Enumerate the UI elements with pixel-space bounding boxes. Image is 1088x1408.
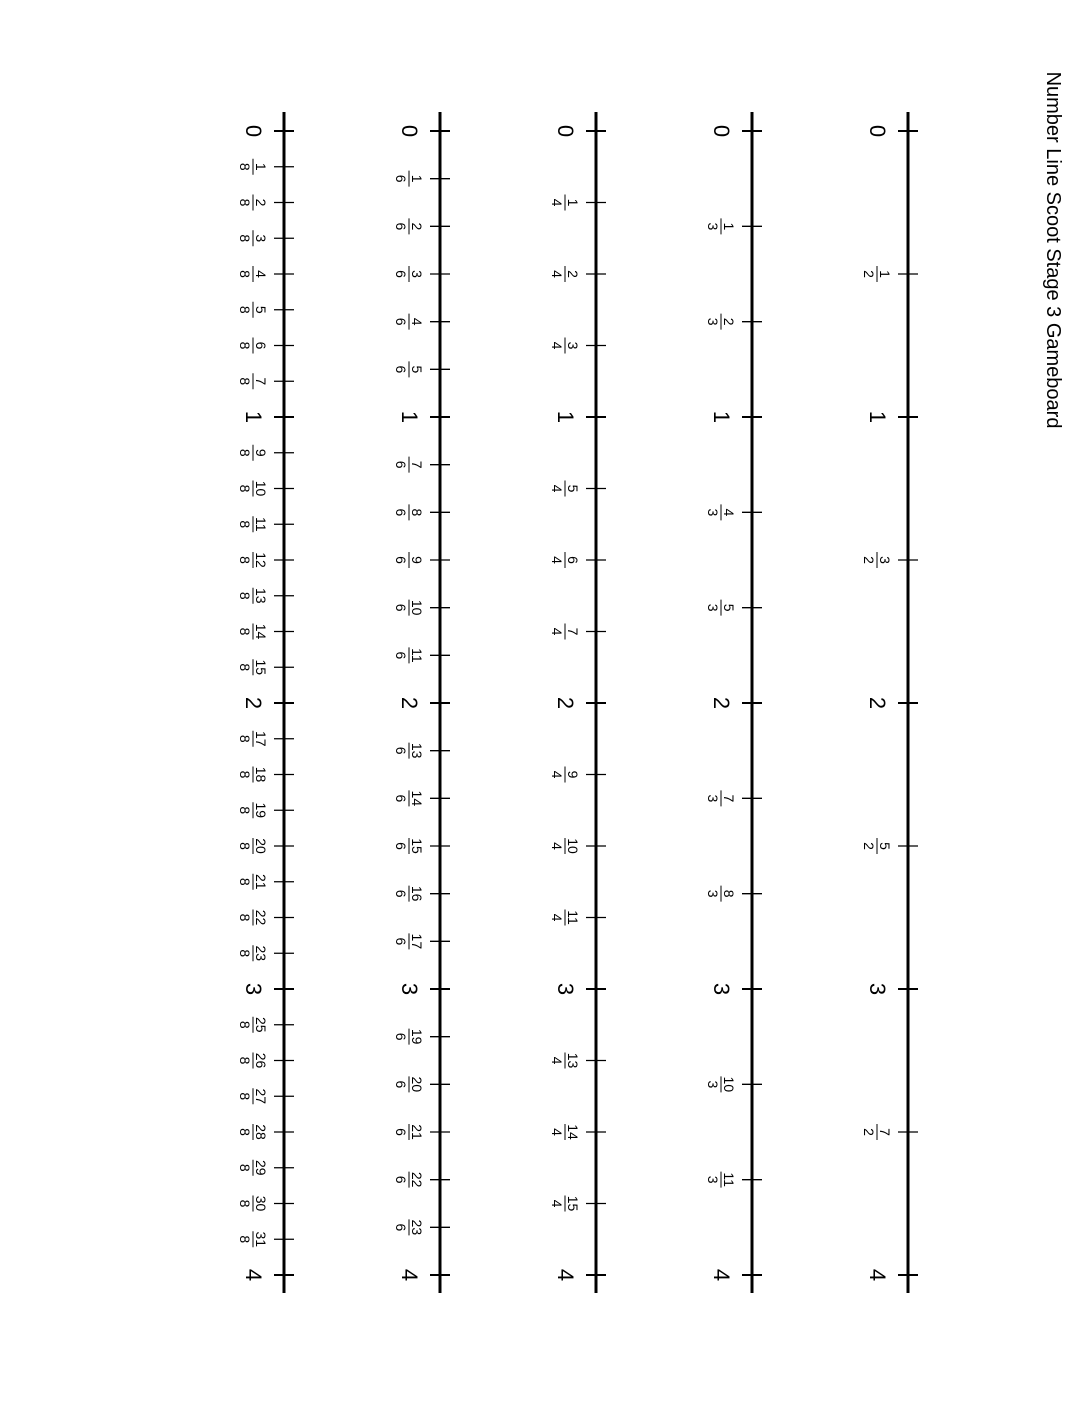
- tick-label-text: 0: [241, 124, 266, 138]
- denominator: 8: [237, 1128, 253, 1136]
- denominator: 4: [549, 1056, 565, 1065]
- number-line-sixths: [393, 112, 450, 1293]
- denominator: 8: [237, 877, 253, 886]
- tick-label: [393, 743, 425, 759]
- tick-label-text: 1: [397, 410, 422, 424]
- tick-label: [709, 125, 734, 137]
- tick-label: [237, 1017, 269, 1033]
- numerator: 3: [565, 341, 581, 350]
- numerator: 7: [721, 794, 737, 803]
- denominator: 8: [237, 770, 253, 779]
- tick-label-text: 4: [397, 1268, 422, 1282]
- numerator: 8: [409, 508, 425, 517]
- denominator: 2: [861, 556, 877, 564]
- denominator: 3: [705, 1080, 721, 1089]
- denominator: 6: [393, 174, 409, 183]
- denominator: 6: [393, 1128, 409, 1136]
- denominator: 3: [705, 889, 721, 898]
- tick-label: [549, 481, 581, 497]
- numerator: 27: [253, 1088, 269, 1105]
- number-lines: [237, 112, 918, 1293]
- denominator: 6: [393, 1175, 409, 1184]
- denominator: 6: [393, 842, 409, 850]
- numerator: 2: [409, 222, 425, 231]
- tick-label: [237, 266, 269, 282]
- numerator: 11: [565, 910, 581, 925]
- tick-label-text: 0: [709, 124, 734, 138]
- tick-label: [393, 552, 425, 568]
- numerator: 25: [253, 1016, 269, 1033]
- tick-label: [705, 1172, 737, 1188]
- numerator: 14: [253, 623, 269, 640]
- numerator: 5: [565, 484, 581, 493]
- tick-label-text: 2: [397, 696, 422, 710]
- tick-label: [549, 195, 581, 211]
- tick-label: [393, 838, 425, 854]
- denominator: 2: [861, 270, 877, 278]
- numerator: 10: [253, 480, 269, 497]
- denominator: 4: [549, 842, 565, 850]
- denominator: 3: [705, 794, 721, 803]
- denominator: 8: [237, 377, 253, 386]
- tick-label: [709, 411, 734, 423]
- denominator: 6: [393, 1032, 409, 1041]
- tick-label: [237, 516, 269, 532]
- numerator: 11: [409, 648, 425, 663]
- numerator: 17: [409, 933, 425, 950]
- numerator: 20: [409, 1076, 425, 1093]
- tick-label: [237, 1088, 269, 1104]
- tick-label: [705, 886, 737, 902]
- tick-label: [237, 874, 269, 890]
- tick-label: [709, 983, 734, 995]
- number-line-fourths: [549, 112, 606, 1293]
- denominator: 8: [237, 949, 253, 958]
- tick-label: [237, 552, 269, 568]
- tick-label-text: 1: [709, 410, 734, 424]
- tick-label: [397, 983, 422, 995]
- number-line-thirds: [705, 112, 762, 1293]
- numerator: 14: [409, 790, 425, 807]
- tick-label: [393, 1219, 425, 1235]
- numerator: 10: [721, 1076, 737, 1093]
- tick-label: [705, 314, 737, 330]
- denominator: 6: [393, 222, 409, 231]
- numerator: 5: [409, 365, 425, 374]
- tick-label: [865, 125, 890, 137]
- denominator: 8: [237, 806, 253, 815]
- denominator: 3: [705, 317, 721, 326]
- denominator: 3: [705, 222, 721, 231]
- tick-label: [237, 1196, 269, 1212]
- numerator: 15: [409, 838, 425, 854]
- tick-label: [549, 624, 581, 640]
- numerator: 11: [721, 1172, 737, 1187]
- numerator: 10: [409, 599, 425, 616]
- tick-label: [549, 338, 581, 354]
- denominator: 4: [549, 484, 565, 493]
- tick-label: [241, 697, 266, 709]
- tick-label-text: 0: [397, 124, 422, 138]
- denominator: 8: [237, 1235, 253, 1244]
- tick-label: [237, 945, 269, 961]
- tick-label-text: 3: [241, 982, 266, 996]
- numerator: 16: [409, 885, 425, 902]
- denominator: 6: [393, 794, 409, 803]
- denominator: 8: [237, 591, 253, 600]
- tick-label: [861, 1124, 893, 1140]
- denominator: 4: [549, 1128, 565, 1136]
- denominator: 8: [237, 1163, 253, 1172]
- numerator: 2: [253, 198, 269, 207]
- denominator: 8: [237, 341, 253, 350]
- tick-label: [861, 838, 893, 854]
- numerator: 5: [877, 842, 893, 850]
- numerator: 1: [565, 198, 581, 207]
- numerator: 15: [565, 1195, 581, 1212]
- tick-label-text: 4: [865, 1268, 890, 1282]
- tick-label-text: 3: [709, 982, 734, 996]
- denominator: 8: [237, 1020, 253, 1029]
- tick-label: [397, 125, 422, 137]
- denominator: 4: [549, 556, 565, 564]
- tick-label: [237, 910, 269, 926]
- tick-label: [393, 266, 425, 282]
- numerator: 22: [253, 909, 269, 926]
- denominator: 8: [237, 198, 253, 207]
- numerator: 30: [253, 1195, 269, 1212]
- tick-label: [237, 230, 269, 246]
- denominator: 8: [237, 270, 253, 278]
- denominator: 4: [549, 198, 565, 207]
- tick-label: [237, 159, 269, 175]
- tick-label: [865, 983, 890, 995]
- numerator: 4: [409, 317, 425, 326]
- tick-label: [549, 1053, 581, 1069]
- tick-label-text: 0: [865, 124, 890, 138]
- denominator: 3: [705, 603, 721, 612]
- numerator: 7: [877, 1128, 893, 1136]
- denominator: 8: [237, 663, 253, 672]
- tick-label: [549, 838, 581, 854]
- denominator: 2: [861, 842, 877, 850]
- numerator: 5: [253, 305, 269, 314]
- numerator: 18: [253, 766, 269, 783]
- tick-label: [393, 933, 425, 949]
- tick-label-text: 4: [241, 1268, 266, 1282]
- tick-label: [865, 1269, 890, 1281]
- tick-label: [241, 411, 266, 423]
- numerator: 5: [721, 603, 737, 612]
- denominator: 6: [393, 270, 409, 278]
- denominator: 6: [393, 937, 409, 946]
- tick-label: [393, 504, 425, 520]
- numerator: 1: [877, 270, 893, 278]
- numerator: 10: [565, 838, 581, 854]
- denominator: 8: [237, 734, 253, 743]
- tick-label: [553, 1269, 578, 1281]
- tick-label: [705, 790, 737, 806]
- denominator: 8: [237, 1199, 253, 1208]
- tick-label: [393, 1124, 425, 1140]
- tick-label: [709, 697, 734, 709]
- tick-label: [237, 338, 269, 354]
- tick-label: [397, 411, 422, 423]
- tick-label: [237, 445, 269, 461]
- denominator: 8: [237, 913, 253, 922]
- numerator: 26: [253, 1052, 269, 1069]
- tick-label: [393, 218, 425, 234]
- denominator: 6: [393, 746, 409, 755]
- numerator: 7: [409, 460, 425, 469]
- tick-label: [393, 1076, 425, 1092]
- numerator: 31: [253, 1231, 269, 1248]
- denominator: 8: [237, 520, 253, 529]
- tick-label: [393, 1029, 425, 1045]
- denominator: 6: [393, 1080, 409, 1089]
- denominator: 8: [237, 556, 253, 564]
- tick-label: [237, 624, 269, 640]
- numerator: 1: [409, 174, 425, 183]
- denominator: 4: [549, 270, 565, 278]
- numerator: 3: [409, 270, 425, 278]
- tick-label: [393, 647, 425, 663]
- tick-label: [861, 552, 893, 568]
- denominator: 8: [237, 1092, 253, 1101]
- numerator: 6: [565, 556, 581, 564]
- tick-label: [549, 1124, 581, 1140]
- numerator: 9: [253, 448, 269, 457]
- numerator: 7: [253, 377, 269, 386]
- denominator: 8: [237, 1056, 253, 1065]
- denominator: 3: [705, 508, 721, 517]
- denominator: 6: [393, 317, 409, 326]
- denominator: 8: [237, 448, 253, 457]
- tick-label: [237, 767, 269, 783]
- tick-label: [393, 171, 425, 187]
- tick-label-text: 1: [865, 410, 890, 424]
- numerator: 19: [253, 802, 269, 819]
- tick-label: [397, 1269, 422, 1281]
- tick-label: [553, 125, 578, 137]
- numerator: 9: [409, 556, 425, 564]
- denominator: 6: [393, 889, 409, 898]
- tick-label: [705, 504, 737, 520]
- numerator: 12: [253, 552, 269, 568]
- numerator: 23: [253, 945, 269, 962]
- numerator: 6: [253, 341, 269, 350]
- numerator: 2: [721, 317, 737, 326]
- tick-label: [237, 373, 269, 389]
- numerator: 22: [409, 1171, 425, 1188]
- numerator: 3: [877, 556, 893, 564]
- denominator: 6: [393, 603, 409, 612]
- tick-label: [549, 767, 581, 783]
- tick-label-text: 0: [553, 124, 578, 138]
- tick-label: [861, 266, 893, 282]
- numerator: 19: [409, 1028, 425, 1045]
- numerator: 28: [253, 1124, 269, 1140]
- denominator: 6: [393, 508, 409, 517]
- denominator: 4: [549, 341, 565, 350]
- numerator: 17: [253, 730, 269, 747]
- denominator: 4: [549, 770, 565, 779]
- numerator: 1: [721, 222, 737, 231]
- denominator: 8: [237, 484, 253, 493]
- tick-label: [397, 697, 422, 709]
- tick-label-text: 2: [865, 696, 890, 710]
- numerator: 1: [253, 162, 269, 171]
- numerator: 20: [253, 838, 269, 854]
- page-title: Number Line Scoot Stage 3 Gameboard: [1042, 71, 1064, 429]
- tick-label: [237, 1053, 269, 1069]
- numerator: 21: [409, 1124, 425, 1140]
- numerator: 9: [565, 770, 581, 779]
- tick-label-text: 2: [241, 696, 266, 710]
- denominator: 8: [237, 234, 253, 243]
- tick-label: [553, 983, 578, 995]
- number-line-eighths: [237, 112, 294, 1293]
- tick-label: [393, 790, 425, 806]
- denominator: 8: [237, 627, 253, 636]
- tick-label: [393, 600, 425, 616]
- numerator: 15: [253, 659, 269, 676]
- tick-label: [549, 266, 581, 282]
- tick-label: [393, 361, 425, 377]
- denominator: 3: [705, 1175, 721, 1184]
- tick-label: [705, 600, 737, 616]
- tick-label-text: 3: [553, 982, 578, 996]
- denominator: 6: [393, 651, 409, 660]
- tick-label: [705, 218, 737, 234]
- tick-label: [237, 659, 269, 675]
- denominator: 2: [861, 1128, 877, 1136]
- numerator: 3: [253, 234, 269, 243]
- tick-label: [237, 195, 269, 211]
- tick-label: [237, 1160, 269, 1176]
- denominator: 6: [393, 460, 409, 469]
- numerator: 7: [565, 627, 581, 636]
- tick-label: [393, 1172, 425, 1188]
- tick-label: [393, 457, 425, 473]
- tick-label: [709, 1269, 734, 1281]
- tick-label: [237, 838, 269, 854]
- numerator: 14: [565, 1124, 581, 1140]
- denominator: 4: [549, 627, 565, 636]
- numerator: 13: [409, 742, 425, 759]
- tick-label: [553, 411, 578, 423]
- denominator: 8: [237, 162, 253, 171]
- numerator: 11: [253, 516, 269, 532]
- numerator: 13: [253, 587, 269, 604]
- numerator: 23: [409, 1219, 425, 1236]
- numerator: 21: [253, 873, 269, 890]
- denominator: 6: [393, 556, 409, 564]
- tick-label-text: 3: [397, 982, 422, 996]
- numerator: 2: [565, 270, 581, 278]
- denominator: 6: [393, 365, 409, 374]
- tick-label: [241, 1269, 266, 1281]
- tick-label-text: 4: [553, 1268, 578, 1282]
- tick-label: [241, 983, 266, 995]
- tick-label-text: 2: [709, 696, 734, 710]
- numerator: 4: [721, 508, 737, 517]
- tick-label-text: 3: [865, 982, 890, 996]
- tick-label: [865, 411, 890, 423]
- numerator: 13: [565, 1052, 581, 1069]
- numerator: 4: [253, 270, 269, 278]
- tick-label: [553, 697, 578, 709]
- tick-label-text: 4: [709, 1268, 734, 1282]
- tick-label: [705, 1076, 737, 1092]
- tick-label: [237, 481, 269, 497]
- denominator: 8: [237, 842, 253, 850]
- tick-label-text: 2: [553, 696, 578, 710]
- denominator: 4: [549, 1199, 565, 1208]
- tick-label: [237, 1231, 269, 1247]
- denominator: 4: [549, 913, 565, 922]
- tick-label-text: 1: [241, 410, 266, 424]
- denominator: 8: [237, 305, 253, 314]
- tick-label: [237, 731, 269, 747]
- tick-label: [237, 588, 269, 604]
- number-line-halves: [861, 112, 918, 1293]
- numerator: 29: [253, 1159, 269, 1176]
- tick-label: [549, 1196, 581, 1212]
- denominator: 6: [393, 1223, 409, 1232]
- tick-label: [393, 314, 425, 330]
- tick-label: [237, 302, 269, 318]
- tick-label-text: 1: [553, 410, 578, 424]
- tick-label: [865, 697, 890, 709]
- tick-label: [237, 1124, 269, 1140]
- numerator: 8: [721, 889, 737, 898]
- tick-label: [393, 886, 425, 902]
- tick-label: [549, 552, 581, 568]
- tick-label: [241, 125, 266, 137]
- tick-label: [549, 910, 581, 926]
- tick-label: [237, 802, 269, 818]
